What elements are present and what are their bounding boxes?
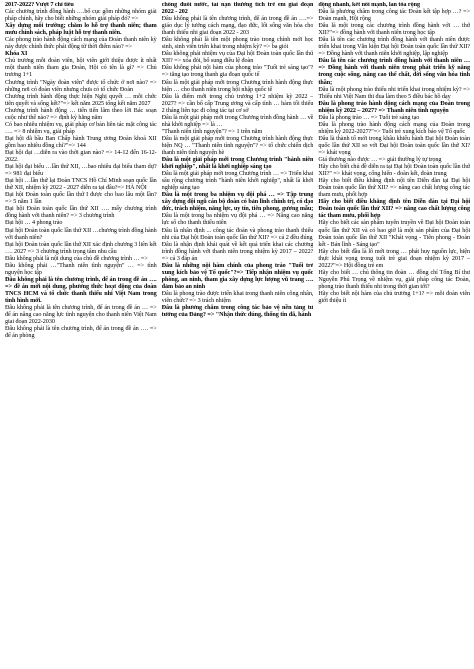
paragraph: Đâu là điểm mới trong chủ trương 1+2 nhiệm kỳ 2022 – 2027? => cần bổ cấp Trung ương và cấp tỉnh … hàm tối thiểu 2 tháng liên tục đi công tác tại cơ sở [161,93,314,114]
text-column-2 [162,2,314,669]
paragraph: Đâu là nhân định ... công tác đoàn và phong trào thanh thiếu nhi của Đại hội Đoàn toàn quốc lần thứ XII? => cả 2 đều đúng [161,227,314,241]
paragraph: Chủ trương mỗi đoàn viên, hội viên giới thiệu được ít nhất một thanh niên tham gia Đoàn, Hội có tên là gì? => Chủ trương 1+1 [5,58,157,79]
paragraph: Đâu là một giải pháp mới trong Chương trình "hành niên khởi nghiệp", nhất là khởi nghiệp sáng tạo [161,157,314,171]
paragraph: Đâu không phải …"Thanh niên tình nguyện" … => tình nguyện học tập [5,262,157,276]
paragraph: 2017-2022? Vượt 7 chỉ tiêu [5,2,74,8]
paragraph: Đại hội … 4 phong trào [5,220,63,227]
paragraph: Đâu là những nội hàm chính của phong trào "Tuổi trẻ xung kích bảo vệ Tổ quốc"?=> Tiếp nhận nhiệm vụ quốc phòng, an ninh, tham gia xây dựng lực lượng vũ trang …. đảm bảo an ninh [161,262,314,290]
paragraph: Hãy cho biết … chủ thông tin đoàn … đồng chí Tổng Bí thư Nguyễn Phú Trọng về nhiệm vụ, giải pháp công tác Đoàn, phong trào thanh thiếu nhi trong thời gian tới? [318,269,471,290]
paragraph: Đại hội Đoàn toàn quốc lần thứ XII …. mấy chương trình đồng hành với thanh niên? => 3 chương trình [5,206,157,220]
paragraph: Đâu không phải nhiệm vụ của Đại hội Đoàn toàn quốc lần thứ XII? => xóa đói, bổ sung điều lệ đoàn [161,51,314,65]
paragraph: Các phong trào hành động cách mạng của Đoàn thanh niên kỳ này được chính thức phát động từ thời điểm nào? => [5,37,157,51]
paragraph: Đâu là phong trào … => Tuổi trẻ sáng tạo [318,114,420,121]
paragraph: Đâu là phong trào được triển khai trong thanh niên công nhân, viên chức? => 3 trách nhiệm [161,290,314,304]
paragraph: Đâu không phải là tên chương trình, để án trong đề án ….=> giáo dục lý tưởng cách mạng, đạo đức, lối sống văn hóa cho thanh thiếu nhi giai đoạn 2022 - 203 [161,16,314,37]
paragraph: Khóa XI [5,51,28,58]
paragraph: Đâu không phải là tên chương trình, để án trong đề án …. => đề án mới nội dung, phương thức hoạt động của đoàn TNCS HCM và tổ chức thanh thiếu nhi Việt Nam trong tình hình mới. [5,276,157,304]
paragraph: động nhanh, kết nối mạnh, lan tỏa rộng [318,2,421,8]
paragraph: Đâu không phải là tên một phong trào trong chính mới học sinh, sinh viên triển khai trong nhiệm kỳ? => ba giỏi [161,37,314,51]
paragraph: Hãy cho biết các sản phẩm tuyên truyền về Đại hội Đoàn toàn quốc lần thứ XII và có bao giờ là một sản phẩm của Đại hội Đoàn toàn quốc lần thứ XII "Khát vọng - Tiên phong - Đoàn kết - Bản lĩnh - Sáng tạo" [318,220,471,248]
paragraph: Có bao nhiêu nhiệm vụ, giải pháp cơ bản liên tác mặt công tác …. => 8 nhiệm vụ, giải pháp [5,121,157,135]
paragraph: Hãy cho biết chủ đề diễn ra tại Đại hội Đoàn toàn quốc lần thứ XII?" => khát vọng, cống hiến - đoàn kết, đoàn trung [318,164,471,178]
paragraph: Đâu là tên các chương trình đồng hành với thanh niên được triển khai trong Văn kiện Đại hội Đoàn toàn quốc lần thứ XII? => Đồng hành với thanh niên khởi nghiệp, lập nghiệp [318,37,471,58]
paragraph: Đại hội Đoàn toàn quốc lần thứ XII xác định chương 3 liên kết …. 2027 => 3 chương trình trọng tâm nhu cầu [5,241,157,255]
paragraph: Đại hội đại …diễn ra vào thời gian nào? => 14-12 đến 16-12-2022. [5,149,157,164]
paragraph: Hãy cho biết điều khẳng định nội tên Diễn đàn tại Đại hội Đoàn toàn quốc lần thứ XII? => nâng cao chất lượng công tác tham mưu, phối hợp [318,178,471,199]
paragraph: Đâu không phải là tên chương trình, để án trong đề án … => để án nâng cao năng lực tình nguyện cho thanh niên Việt Nam giai đoạn 2022-2030 [5,305,157,326]
paragraph: Chương trình hành động thực hiện Nghị quyết … mỗi chức tiên quyết và sống kết?"=> kết năm 2025 tổng kết năm 2027 [5,93,157,107]
paragraph: Đâu là một trong ba nhiệm vụ đội phá … => Tập trung xây dựng đội ngũ cán bộ đoàn có bản lĩnh chính trị, có đạo đức, trách nhiệm, năng lực, uy tín, tiên phong, gương mẫu; [161,192,314,213]
paragraph: Đâu không phải là nội dung của chủ đề chương trình … => [5,255,148,262]
paragraph: Đâu không phải nội hàm của phong trào "Tuổi trẻ sáng tạo"? => tăng tạo trong thanh gia đoạn quốc tế [161,65,314,79]
paragraph: Đâu là phương châm trong công tác bảo vệ nền tảng tư tưởng của Đảng? => "Nhận thức đúng, thống tin đã, hành [161,305,314,319]
paragraph: Đại hội …lần thứ lại Đoàn TNCS Hồ Chí Minh soạn quốc lần thứ XII, nhiệm kỳ 2022 - 2027 diễn ra tại đâu?=> HÀ NỘI [5,178,157,192]
paragraph: Xây dựng môi trường; chăm lo hỗ trợ thanh niên; tham mưu chính sách, pháp luật hỗ trợ thanh niên. [5,23,157,37]
paragraph: Đâu là một trong các chương trình đồng hành với … thứ XII?"=> đồng hành với thanh niên trong học tập [318,23,471,37]
paragraph: Chương trình hành động … tiến tiến lâm theo lời Bác soạn cuộc như thế nào? => định kỳ hằng năm [5,107,157,121]
paragraph: Đâu không phải là tên chương trình, để án trong đề án …. => để án phòng [5,326,157,340]
paragraph: Đâu là một giải pháp mới trong Chương trình đồng hành … về nhà khởi nghiệp => là … [161,114,314,128]
paragraph: Đâu là phong trào hành động cách mạng của Đoàn trong nhiệm kỳ 2022-2027?"=> Tuổi trẻ xung kích bảo vệ Tổ quốc [318,121,471,135]
paragraph: Hãy cho biết điều khẳng định tên Diễn đàn tại Đại hội Đoàn toàn quốc lần thứ XII? => nâng cao chất lượng công tác tham mưu, phối hợp [318,199,471,220]
paragraph: Đại hội Đoàn toàn quốc lần thứ XII …chương trình đồng hành với thanh niên? [5,227,157,241]
paragraph: Đâu là một giải pháp mới trong Chương trình … => Triển khai sâu rộng chương trình "hành niên khởi nghiệp", nhất là khởi nghiệp sáng tạo [161,171,314,192]
paragraph: Đâu là tên các chương trình đồng hành với thanh niên … => Đồng hành với thanh niên trong phát triển kỹ năng trong cuộc sống, nâng cao thể chất, đời sống văn hóa tinh thần; [318,58,471,86]
paragraph: "Thanh niên tình nguyện"? => 1 trên năm [161,128,263,135]
paragraph: Đâu là một trong ba nhiệm vụ đội phá … => Nâng cao năng lực số cho thanh thiếu niên [161,213,314,227]
paragraph: Các chương trình đồng hành ….bổ cục gồm những nhóm giải pháp chính, hãy cho biết những nhóm giải pháp đó? => [5,9,157,23]
text-column-3 [318,2,470,669]
paragraph: Đâu là thành tố mới trong khâu khiếu hành Đại hội Đoàn toàn quốc lần thứ XII so với Đại hội Đoàn toàn quốc lần thứ XI? => khát vọng [318,135,471,156]
paragraph: Giá thương nào được … => giải thưởng lý tự trọng [318,157,442,164]
paragraph: Đâu là một phong trào thiếu nhi triển khai trong nhiệm kỳ? => Thiếu nhi Việt Nam thi đua làm theo 5 điều bác hồ dạy [318,86,471,100]
paragraph: Đâu là nhận định khái quát về kết quả triển khai các chương trình đồng hành với thanh niên trong nhiệm kỳ 2017 – 2022? => cả 3 đáp án [161,241,314,262]
paragraph: Đâu là một giải pháp mới trong Chương trình hành động thực hiện … cho thanh niên trong hội nhập quốc tế [161,79,314,93]
paragraph: Đại hội đã bầu Ban Chấp hành Trung ương Đoàn khoá XII gồm bao nhiêu đồng chí?"=> 144 [5,135,157,149]
paragraph: Đâu là phong trào hành động cách mạng của Đoàn trong nhiệm kỳ 2022 – 2027? => Thanh niên tình nguyện [318,100,471,114]
paragraph: Đại hội Đoàn toàn quốc lần thứ I được cho bao lâu một lần? => 5 năm 1 lần [5,192,157,206]
paragraph: Hãy cho biết đầu là lô mới trong … phát huy nguồn lực, hiện thực khát vọng trong tuổi trẻ giai đoạn nhiệm kỳ 2017 – 2022?"=> Hội đồng trẻ em [318,248,471,269]
paragraph: Hãy cho biết nội hàm của chủ trương 1+1? => mỗi đoàn viên giới thiệu ít [318,290,471,304]
paragraph: Chương trình "Ngày đoàn viên" được tổ chức ở nơi nào? => những nơi có đoàn viên nhưng chưa có tổ chức Đoàn [5,79,157,93]
paragraph: Đâu là phương châm trong công tác Đoàn kết tập hợp …? => Đoàn mạnh, Hội rộng [318,9,471,23]
paragraph: chống đuối nước, tai nạn thương tích trẻ em giai đoạn 2022 - 202 [161,2,314,16]
paragraph: Đại hội đại biểu …lần thứ XII, …bao nhiêu đại biểu tham dự? => 981 đại biểu [5,164,157,178]
paragraph: Đâu là một giải pháp mới trong Chương trình hành động thực hiện NQ … "Thanh niên tình nguyện"? => tổ chức chiến dịch thanh niên tình nguyện hè [161,135,314,156]
text-column-1 [5,2,157,669]
